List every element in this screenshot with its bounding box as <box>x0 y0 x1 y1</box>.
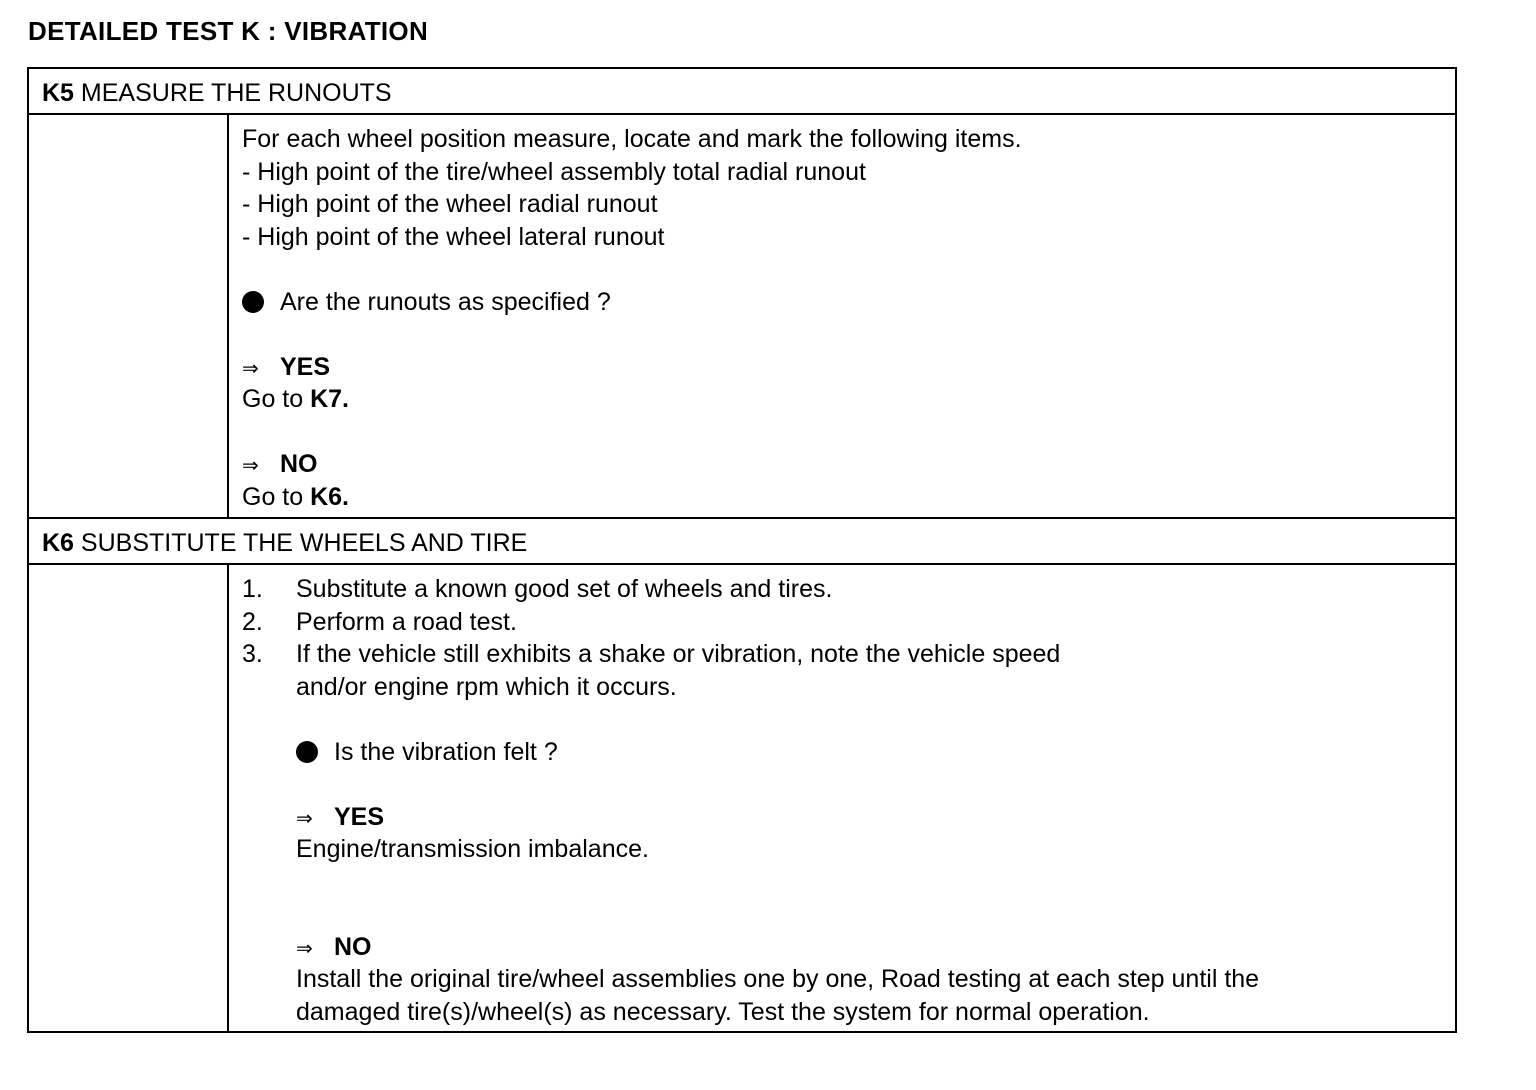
arrow-right-icon: ⇒ <box>296 937 313 960</box>
k6-step-2 <box>242 606 1455 639</box>
arrow-right-icon: ⇒ <box>242 455 259 477</box>
k5-question-text: Are the runouts as specified ? <box>280 287 611 316</box>
k5-item-3: - High point of the wheel lateral runout <box>242 222 665 251</box>
k5-no-branch <box>242 448 1455 481</box>
step-text: Substitute a known good set of wheels and tires. <box>296 575 833 603</box>
k6-step-1 <box>242 573 1455 606</box>
k5-no-label: NO <box>280 450 318 478</box>
k6-no-branch <box>242 931 1455 964</box>
k6-no-action-1: Install the original tire/wheel assemblies one by one, Road testing at each step until the <box>296 965 1260 993</box>
k5-yes-action <box>242 383 1455 416</box>
k6-content <box>229 565 1455 1031</box>
k6-yes-action: Engine/transmission imbalance. <box>296 835 649 863</box>
k5-no-action <box>242 481 1455 514</box>
k5-content <box>229 115 1455 517</box>
k6-body <box>29 565 1455 1031</box>
k5-question <box>242 286 1455 319</box>
k6-step-3 <box>242 638 1455 671</box>
k5-yes-target: K7. <box>310 385 349 413</box>
page-title: DETAILED TEST K : VIBRATION <box>28 16 429 46</box>
k6-yes-branch <box>242 801 1455 834</box>
k6-code: K6 <box>42 529 74 557</box>
k5-yes-branch <box>242 351 1455 384</box>
bullet-icon <box>296 741 318 763</box>
k6-header <box>29 519 1455 565</box>
k6-no-label: NO <box>334 932 372 961</box>
k6-question <box>242 736 1455 769</box>
k5-code: K5 <box>42 79 74 107</box>
arrow-right-icon: ⇒ <box>242 357 259 380</box>
arrow-right-icon: ⇒ <box>296 807 313 830</box>
k5-intro: For each wheel position measure, locate and mark the following items. <box>242 125 1022 153</box>
k5-item-2: - High point of the wheel radial runout <box>242 190 658 218</box>
step-number: 3. <box>242 640 263 668</box>
k6-question-text: Is the vibration felt ? <box>334 737 558 766</box>
step-number: 2. <box>242 607 263 636</box>
k5-yes-label: YES <box>280 352 331 381</box>
step-number: 1. <box>242 575 263 603</box>
k5-left-cell <box>29 115 229 517</box>
k5-heading: MEASURE THE RUNOUTS <box>80 79 392 107</box>
k5-yes-text: Go to <box>242 385 311 413</box>
bullet-icon <box>242 291 264 313</box>
k6-left-cell <box>29 565 229 1031</box>
k6-step-3-cont: and/or engine rpm which it occurs. <box>296 672 677 701</box>
step-text: If the vehicle still exhibits a shake or vibration, note the vehicle speed <box>296 640 1061 668</box>
k6-yes-label: YES <box>334 802 385 831</box>
k5-item-1: - High point of the tire/wheel assembly total radial runout <box>242 157 866 186</box>
k5-no-text: Go to <box>242 482 311 511</box>
procedure-table <box>27 67 1457 1033</box>
k6-heading: SUBSTITUTE THE WHEELS AND TIRE <box>80 529 528 557</box>
k6-no-action-2: damaged tire(s)/wheel(s) as necessary. Test the system for normal operation. <box>296 997 1150 1026</box>
k5-body <box>29 115 1455 519</box>
step-text: Perform a road test. <box>296 607 517 636</box>
k5-no-target: K6. <box>310 482 349 511</box>
k5-header <box>29 69 1455 115</box>
